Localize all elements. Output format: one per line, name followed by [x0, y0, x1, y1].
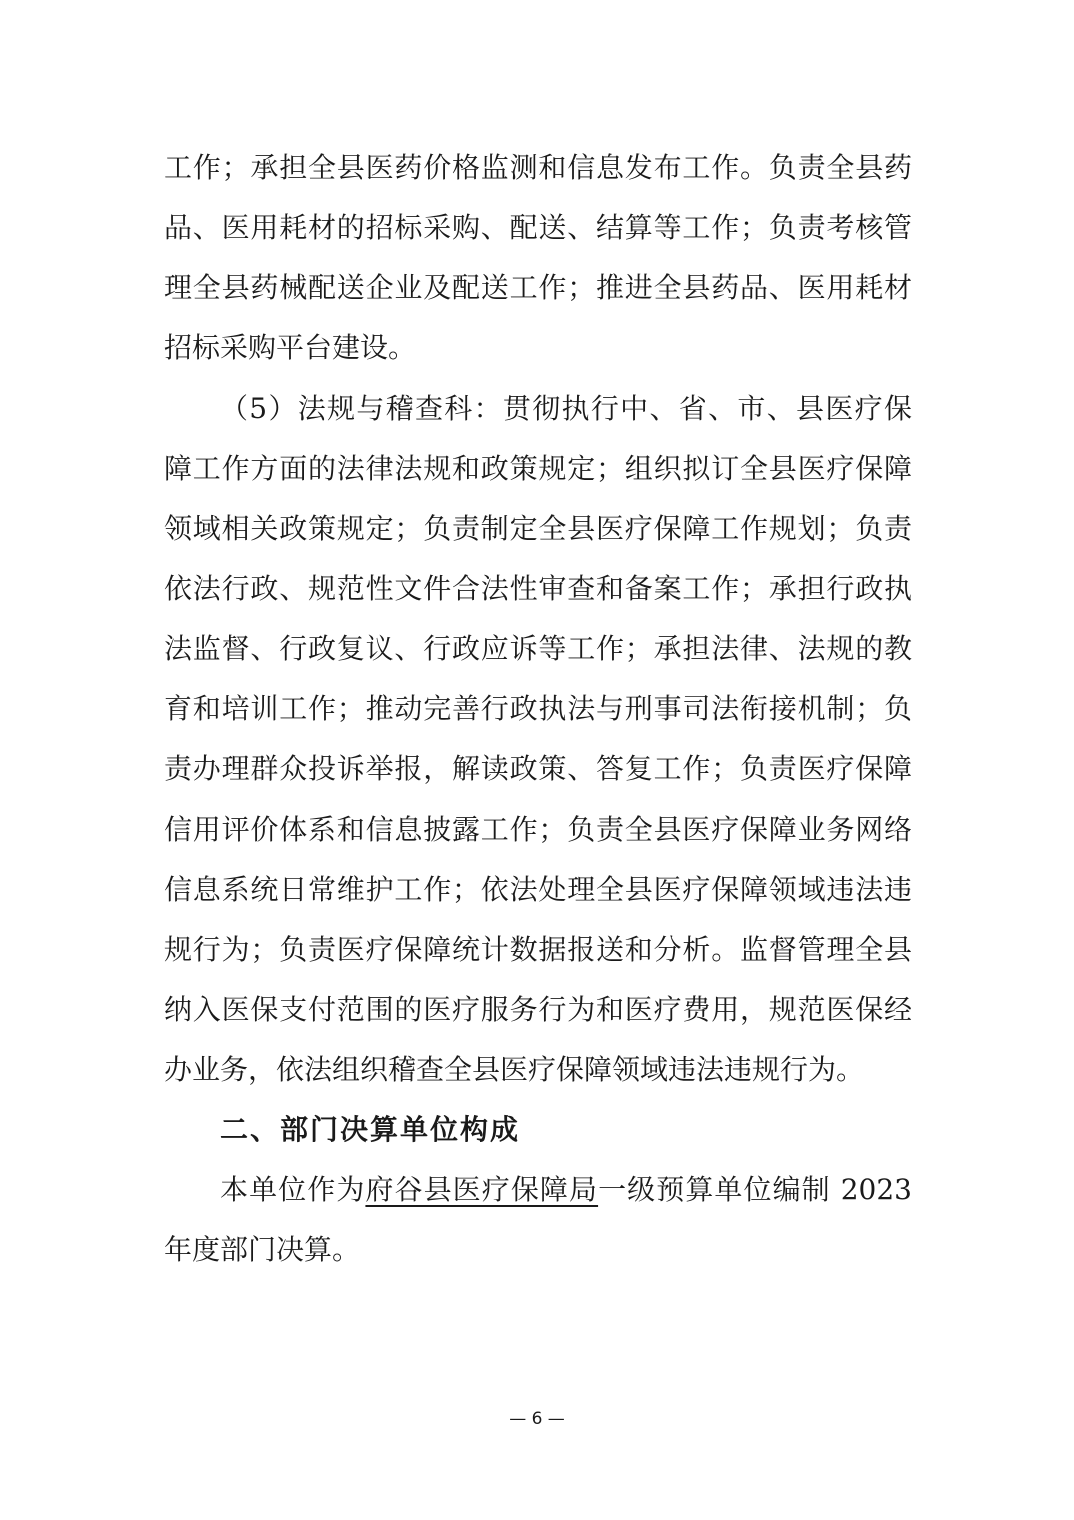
prefix-text: 本单位作为: [220, 1173, 366, 1206]
unit-name: 府谷县医疗保障局: [365, 1173, 599, 1206]
paragraph-line: 工作；承担全县医药价格监测和信息发布工作。负责全县药: [164, 151, 912, 184]
paragraph-line: 信息系统日常维护工作；依法处理全县医疗保障领域违法违: [164, 873, 912, 906]
paragraph-line: 领域相关政策规定；负责制定全县医疗保障工作规划；负责: [164, 512, 912, 545]
page-number: — 6 —: [509, 1409, 565, 1429]
paragraph-line: 年度部门决算。: [164, 1233, 361, 1266]
paragraph-line: 办业务，依法组织稽查全县医疗保障领域违法违规行为。: [164, 1053, 865, 1086]
paragraph-line: 品、医用耗材的招标采购、配送、结算等工作；负责考核管: [164, 211, 912, 244]
paragraph-line: 障工作方面的法律法规和政策规定；组织拟订全县医疗保障: [164, 452, 912, 485]
paragraph-first-line: [220, 1170, 912, 1210]
paragraph-line: 信用评价体系和信息披露工作；负责全县医疗保障业务网络: [164, 813, 912, 846]
paragraph-first-line: （5）法规与稽查科：贯彻执行中、省、市、县医疗保: [220, 392, 912, 425]
paragraph-line: 法监督、行政复议、行政应诉等工作；承担法律、法规的教: [164, 632, 912, 665]
section-heading: 二、部门决算单位构成: [220, 1113, 521, 1146]
paragraph-line: 责办理群众投诉举报，解读政策、答复工作；负责医疗保障: [164, 752, 912, 785]
suffix-text: 一级预算单位编制 2023: [598, 1173, 912, 1206]
paragraph-line: 招标采购平台建设。: [164, 331, 417, 364]
paragraph-line: 纳入医保支付范围的医疗服务行为和医疗费用，规范医保经: [164, 993, 912, 1026]
paragraph-line: 规行为；负责医疗保障统计数据报送和分析。监督管理全县: [164, 933, 912, 966]
paragraph-line: 育和培训工作；推动完善行政执法与刑事司法衔接机制；负: [164, 692, 912, 725]
paragraph-line: 依法行政、规范性文件合法性审查和备案工作；承担行政执: [164, 572, 912, 605]
paragraph-line: 理全县药械配送企业及配送工作；推进全县药品、医用耗材: [164, 271, 912, 304]
